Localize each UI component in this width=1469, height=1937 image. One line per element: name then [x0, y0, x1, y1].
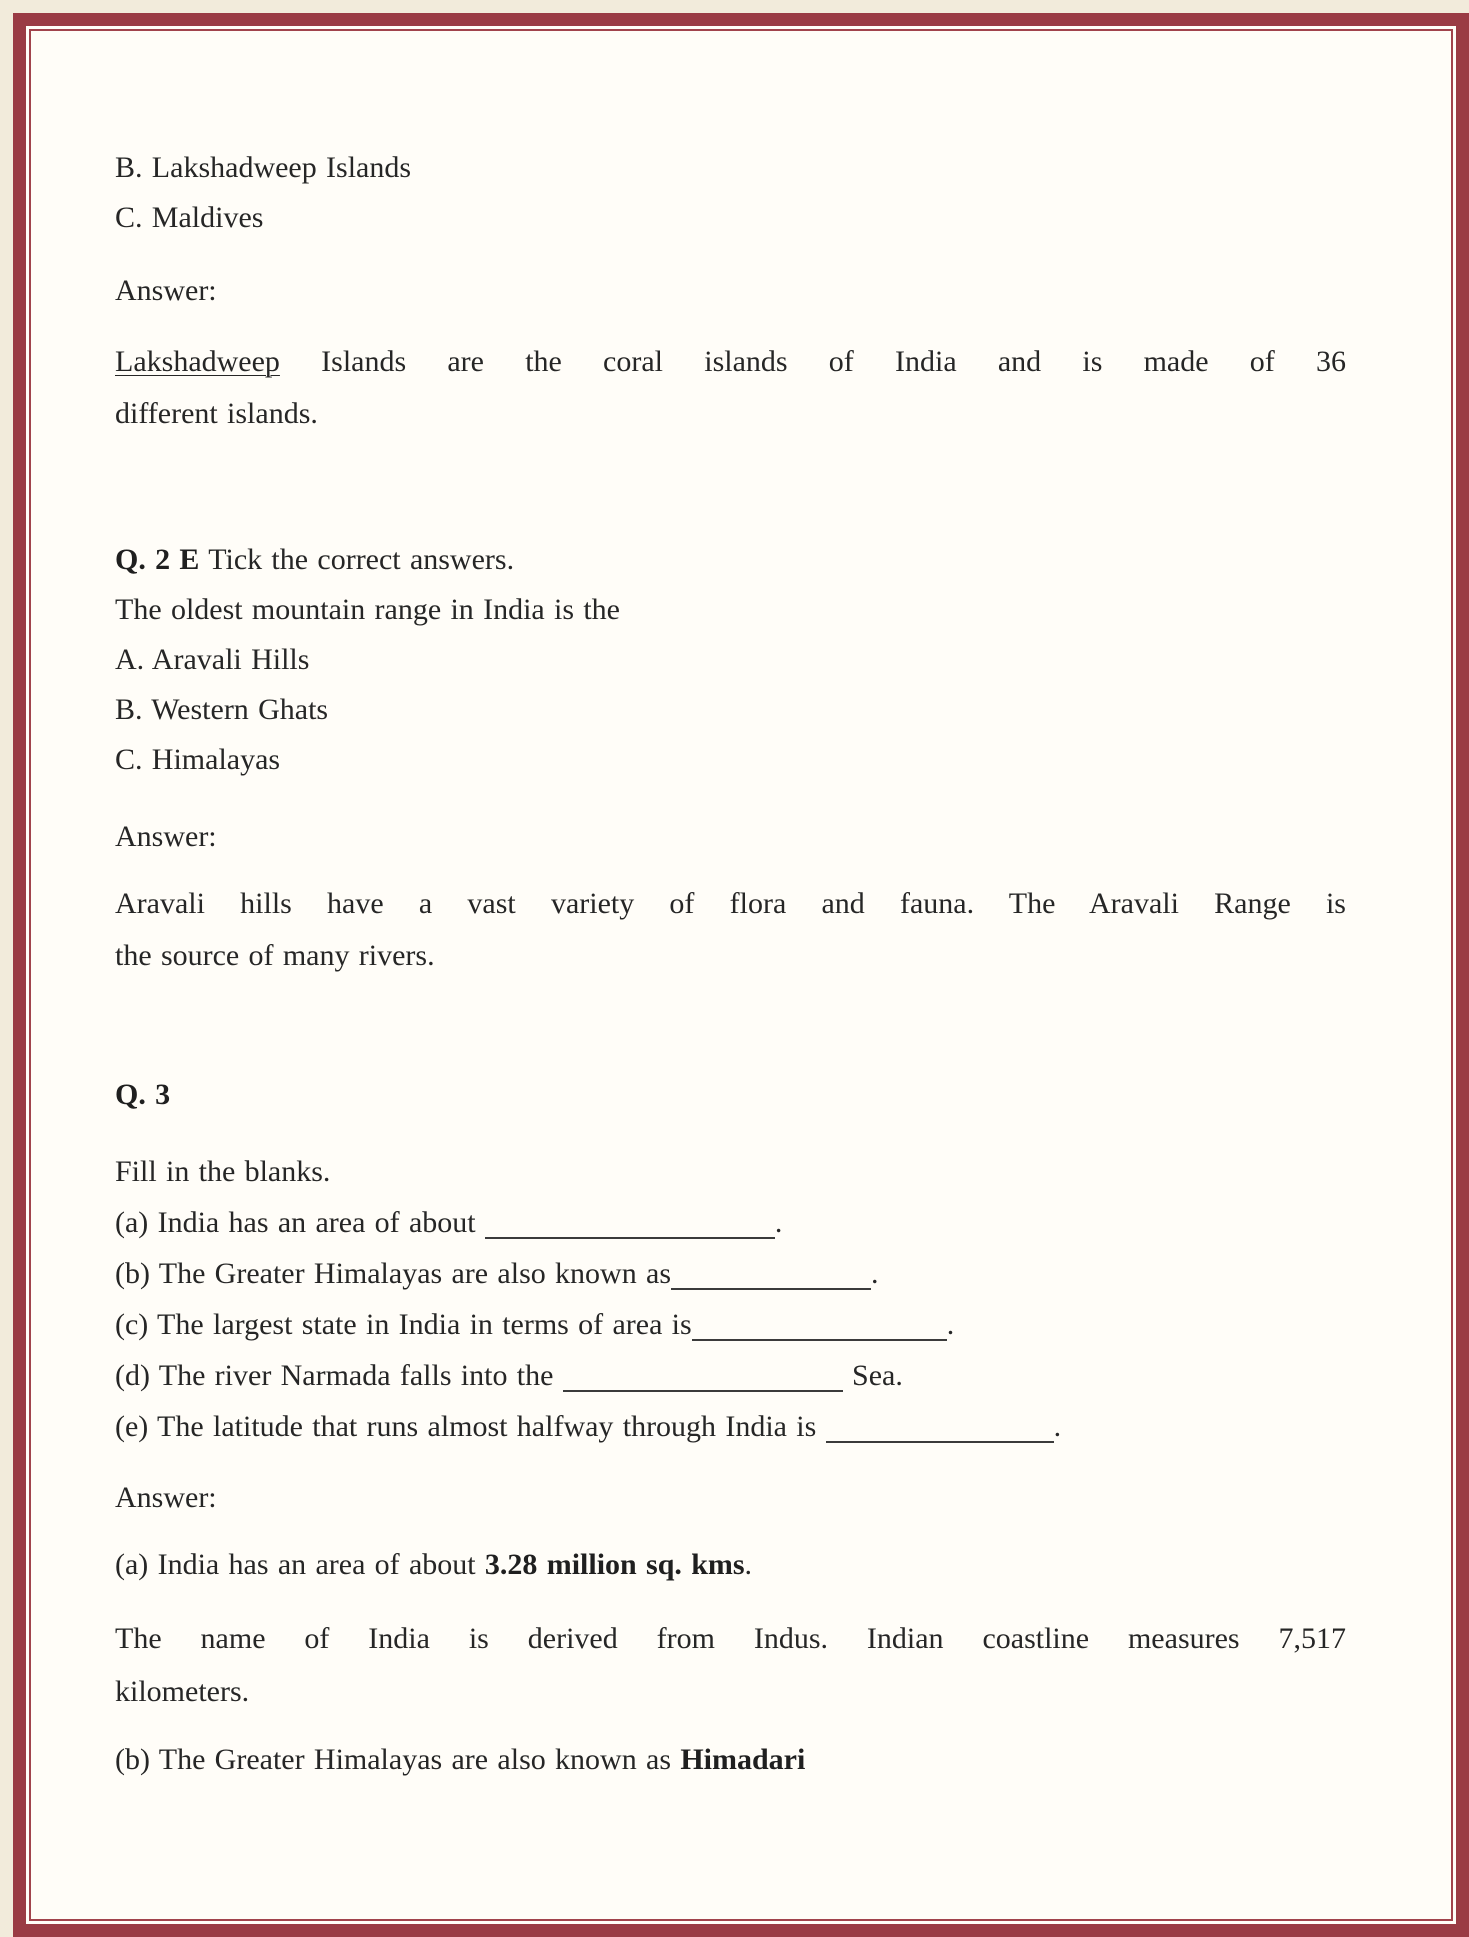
page-content	[31, 31, 1451, 1785]
q3-answer-b: (b) The Greater Himalayas are also known as Himadari	[115, 1743, 806, 1776]
q2-option-c: C. Himalayas	[115, 743, 281, 776]
inner-border-frame	[29, 29, 1453, 1921]
q2-option-a: A. Aravali Hills	[115, 643, 310, 676]
answer-label: Answer:	[115, 820, 217, 853]
option-b: B. Lakshadweep Islands	[115, 151, 412, 184]
q3-answer-note	[115, 1612, 1346, 1718]
fill-item-a: (a) India has an area of about .	[115, 1206, 783, 1239]
blank-line	[826, 1431, 1054, 1443]
blank-line	[671, 1278, 871, 1290]
fill-item-c: (c) The largest state in India in terms of area is .	[115, 1308, 955, 1341]
q2-option-b: B. Western Ghats	[115, 693, 329, 726]
option-c: C. Maldives	[115, 201, 264, 234]
answer-a-bold: 3.28 million sq. kms	[484, 1548, 745, 1581]
note-line2: kilometers.	[115, 1675, 250, 1708]
answer-label: Answer:	[115, 274, 217, 307]
question-2	[115, 535, 1346, 785]
answer-label: Answer:	[115, 1481, 217, 1514]
fill-item-e: (e) The latitude that runs almost halfway through India is .	[115, 1410, 1062, 1443]
blank-line	[485, 1227, 775, 1239]
blank-line	[692, 1329, 947, 1341]
q2-answer-line1: Aravali hills have a vast variety of flora and fauna. The Aravali Range is	[115, 887, 1346, 920]
q1-answer-paragraph	[115, 336, 1346, 440]
q3-heading: Q. 3	[115, 1078, 171, 1111]
answer-b-bold: Himadari	[680, 1743, 806, 1776]
q1-answer-line2: different islands.	[115, 397, 318, 430]
q3-answer-a: (a) India has an area of about 3.28 million sq. kms.	[115, 1548, 753, 1581]
q2-answer-paragraph	[115, 878, 1346, 982]
q2-heading: Q. 2 E Tick the correct answers.	[115, 543, 515, 576]
blank-line	[563, 1380, 843, 1392]
fill-in-the-blanks	[115, 1146, 1346, 1452]
fill-item-d: (d) The river Narmada falls into the Sea.	[115, 1359, 903, 1392]
note-line1: The name of India is derived from Indus. Indian coastline measures 7,517	[115, 1622, 1346, 1655]
fill-intro: Fill in the blanks.	[115, 1155, 331, 1188]
q1-answer-line1: Lakshadweep Islands are the coral islands of India and is made of 36	[115, 345, 1346, 378]
q1-options	[115, 143, 1346, 243]
fill-item-b: (b) The Greater Himalayas are also known as .	[115, 1257, 879, 1290]
q2-number: Q. 2 E	[115, 543, 200, 576]
underlined-word: Lakshadweep	[115, 345, 280, 378]
outer-border-frame	[13, 13, 1469, 1937]
q2-prompt: The oldest mountain range in India is the	[115, 593, 620, 626]
q2-answer-line2: the source of many rivers.	[115, 939, 435, 972]
